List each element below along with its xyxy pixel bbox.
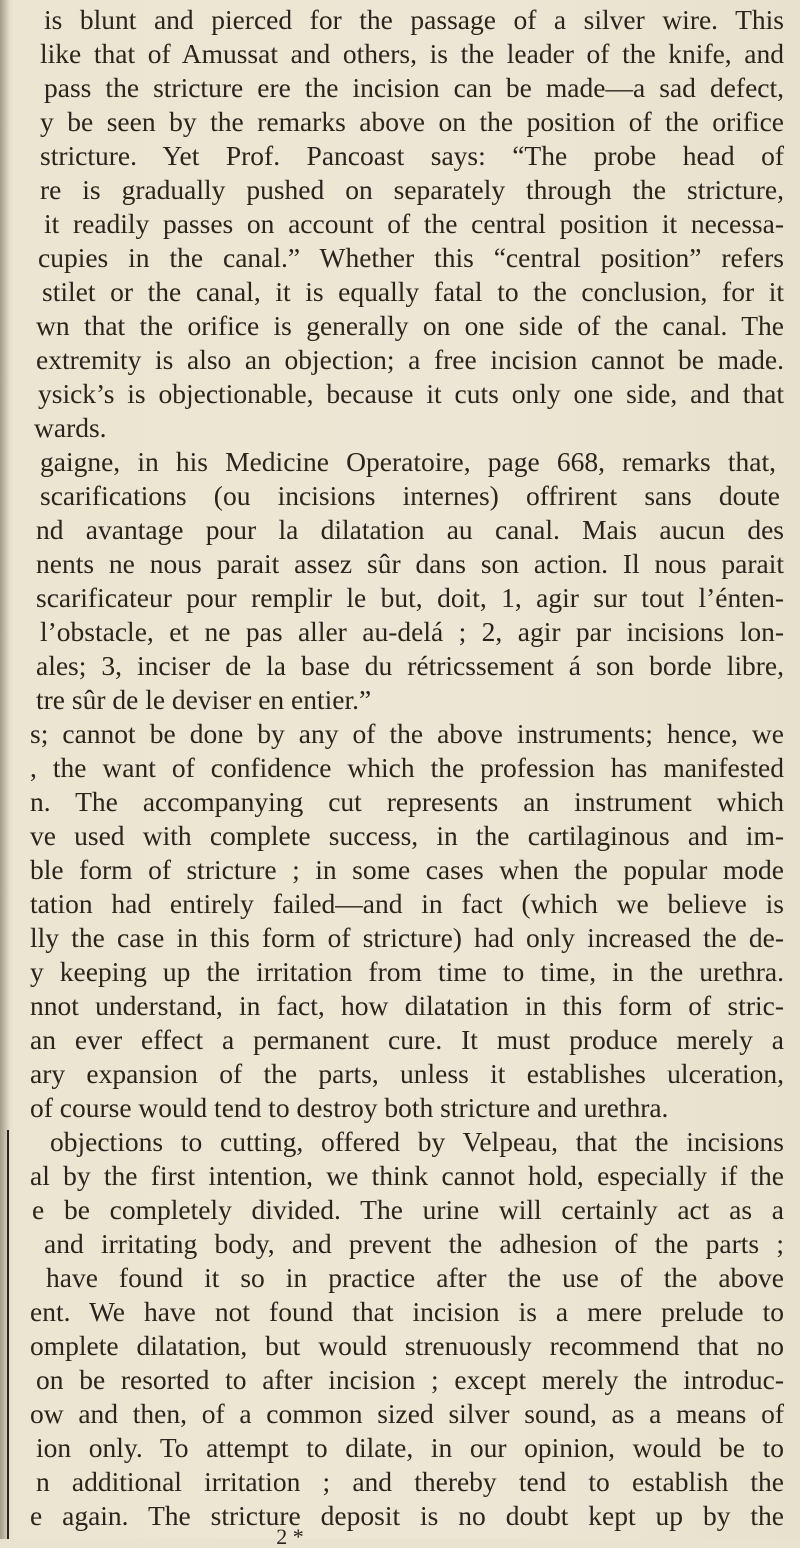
text-line: e be completely divided. The urine will certainly act as a [32, 1194, 784, 1225]
text-line: omplete dilatation, but would strenuously recommend that no [30, 1330, 784, 1361]
text-line: gaigne, in his Medicine Operatoire, page 668, remarks that, [40, 446, 776, 477]
text-line: ow and then, of a common sized silver sound, as a means of [30, 1398, 784, 1429]
text-line: stilet or the canal, it is equally fatal to the conclusion, for it [42, 276, 784, 307]
text-line: extremity is also an objection; a free incision cannot be made. [36, 344, 784, 375]
text-line: tation had entirely failed—and in fact (which we believe is [30, 888, 784, 919]
text-line: tre sûr de le deviser en entier.” [36, 684, 372, 715]
text-line: ales; 3, inciser de la base du rétricssement á son borde libre, [36, 650, 784, 681]
text-line: e again. The stricture deposit is no doubt kept up by the [30, 1500, 784, 1531]
text-line: it readily passes on account of the central position it necessa- [44, 208, 784, 239]
text-line: lly the case in this form of stricture) had only increased the de- [30, 922, 784, 953]
text-line: l’obstacle, et ne pas aller au-delá ; 2, agir par incisions lon- [40, 616, 784, 647]
text-line: on be resorted to after incision ; except merely the introduc- [36, 1364, 784, 1395]
text-line: have found it so in practice after the use of the above [46, 1262, 784, 1293]
text-line: ary expansion of the parts, unless it establishes ulceration, [30, 1058, 784, 1089]
text-line: y be seen by the remarks above on the position of the orifice [40, 106, 784, 137]
text-line: ysick’s is objectionable, because it cuts only one side, and that [38, 378, 784, 409]
text-line: n additional irritation ; and thereby tend to establish the [36, 1466, 784, 1497]
text-line: of course would tend to destroy both stricture and urethra. [30, 1092, 669, 1123]
text-line: an ever effect a permanent cure. It must produce merely a [30, 1024, 784, 1055]
text-line: ve used with complete success, in the cartilaginous and im- [30, 820, 784, 851]
text-line: like that of Amussat and others, is the leader of the knife, and [40, 38, 784, 69]
text-line: y keeping up the irritation from time to time, in the urethra. [30, 956, 784, 987]
text-line: scarificateur pour remplir le but, doit, 1, agir sur tout l’énten- [36, 582, 784, 613]
text-line: scarifications (ou incisions internes) offrirent sans doute [40, 480, 780, 511]
text-line: is blunt and pierced for the passage of a silver wire. This [44, 4, 784, 35]
text-line: cupies in the canal.” Whether this “central position” refers [38, 242, 784, 273]
text-line: re is gradually pushed on separately through the stricture, [40, 174, 784, 205]
text-line: wn that the orifice is generally on one side of the canal. The [36, 310, 784, 341]
text-line: objections to cutting, offered by Velpeau, that the incisions [50, 1126, 784, 1157]
text-line: wards. [34, 412, 107, 443]
text-line: ion only. To attempt to dilate, in our opinion, would be to [36, 1432, 784, 1463]
signature-mark: 2 * [276, 1526, 304, 1548]
text-line: ble form of stricture ; in some cases when the popular mode [30, 854, 784, 885]
text-line: nnot understand, in fact, how dilatation in this form of stric- [30, 990, 784, 1021]
text-line: , the want of confidence which the profession has manifested [30, 752, 784, 783]
text-line: ent. We have not found that incision is a mere prelude to [30, 1296, 784, 1327]
text-line: pass the stricture ere the incision can be made—a sad defect, [44, 72, 784, 103]
text-line: al by the first intention, we think cannot hold, especially if the [30, 1160, 784, 1191]
text-line: and irritating body, and prevent the adhesion of the parts ; [44, 1228, 784, 1259]
text-line: n. The accompanying cut represents an instrument which [30, 786, 784, 817]
text-line: nents ne nous parait assez sûr dans son action. Il nous parait [36, 548, 784, 579]
text-line: nd avantage pour la dilatation au canal. Mais aucun des [36, 514, 784, 545]
text-line: stricture. Yet Prof. Pancoast says: “The probe head of [40, 140, 784, 171]
text-line: s; cannot be done by any of the above instruments; hence, we [30, 718, 784, 749]
